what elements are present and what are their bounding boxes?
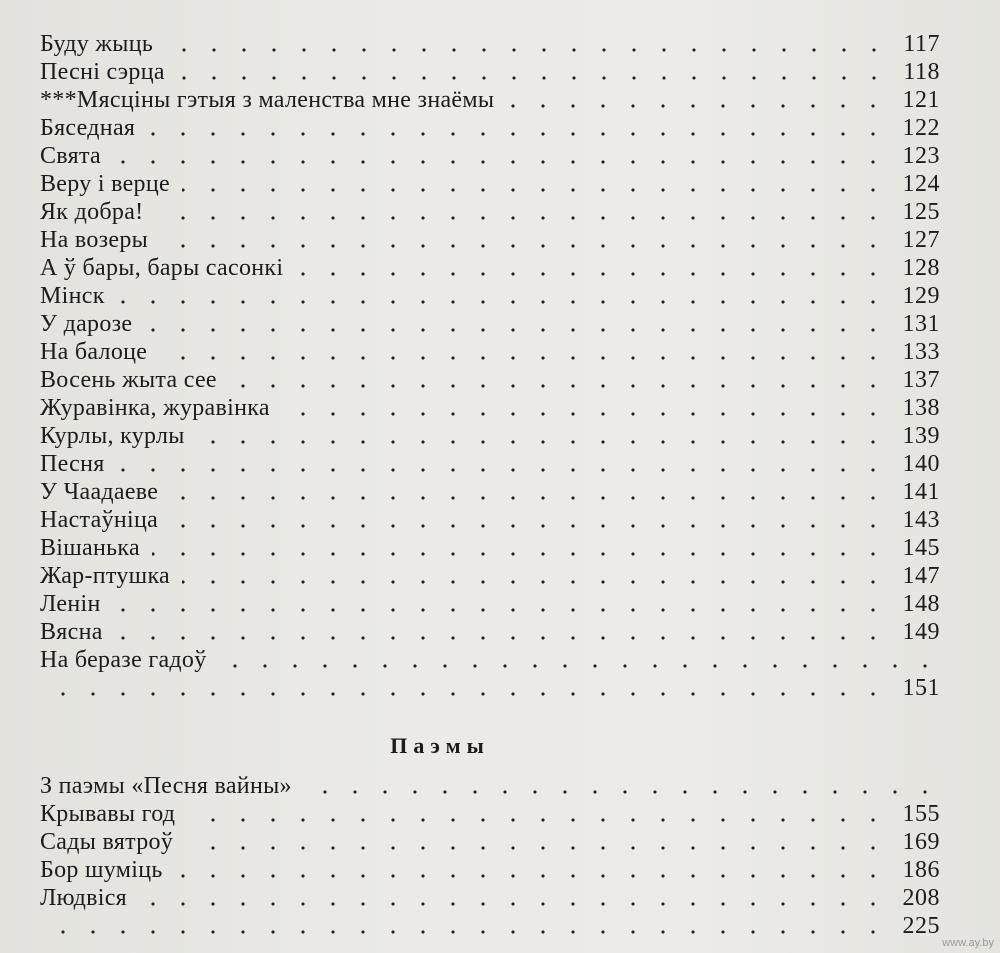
toc-entry — [40, 169, 940, 199]
toc-entry — [40, 421, 940, 451]
toc-entry-title: Жар-птушка — [40, 563, 170, 589]
toc-entry — [40, 799, 940, 829]
toc-entry-page: 151 — [902, 675, 940, 701]
dot-leader — [182, 580, 888, 584]
toc-entry-title: На беразе гадоў — [40, 647, 207, 673]
toc-entry — [40, 505, 940, 535]
toc-entry-title: А ў бары, бары сасонкі — [40, 255, 284, 281]
dot-leader — [117, 300, 888, 304]
dot-leader — [52, 930, 888, 934]
toc-entry — [40, 393, 940, 423]
dot-leader — [197, 440, 888, 444]
toc-entry-page: 186 — [902, 857, 940, 883]
dot-leader — [144, 328, 888, 332]
dot-leader — [175, 874, 888, 878]
toc-entry-page: 143 — [902, 507, 940, 533]
toc-entry-page: 141 — [902, 479, 940, 505]
toc-entry — [40, 477, 940, 507]
toc-entry — [40, 911, 940, 941]
toc-entry-page: 149 — [902, 619, 940, 645]
dot-leader — [152, 552, 888, 556]
dot-leader — [139, 902, 888, 906]
dot-leader — [147, 132, 888, 136]
toc-entry — [40, 617, 940, 647]
toc-entry-title: Настаўніца — [40, 507, 159, 533]
toc-entry — [40, 141, 940, 171]
toc-entry-page: 169 — [902, 829, 940, 855]
dot-leader — [170, 524, 888, 528]
toc-entry-page: 129 — [902, 283, 940, 309]
toc-entry — [40, 309, 940, 339]
toc-entry-title: Вясна — [40, 619, 103, 645]
toc-entry-title: Бяседная — [40, 115, 136, 141]
toc-entry-title: ***Мясціны гэтыя з маленства мне знаёмы — [40, 87, 495, 113]
toc-entry-page: 123 — [902, 143, 940, 169]
dot-leader — [165, 48, 889, 52]
dot-leader — [115, 636, 888, 640]
toc-entry — [40, 449, 940, 479]
toc-entry-title: Ленін — [40, 591, 101, 617]
dot-leader — [155, 216, 888, 220]
dot-leader — [170, 496, 888, 500]
dot-leader — [282, 412, 888, 416]
dot-leader — [52, 692, 888, 696]
toc-entry-page: 131 — [902, 311, 940, 337]
toc-entry — [40, 771, 940, 801]
toc-entry-title: Веру і верце — [40, 171, 170, 197]
dot-leader — [113, 160, 888, 164]
toc-entry-title: З паэмы «Песня вайны» — [40, 773, 292, 799]
toc-entry — [40, 561, 940, 591]
toc-entry — [40, 589, 940, 619]
dot-leader — [295, 272, 888, 276]
dot-leader — [160, 244, 888, 248]
toc-entry-page: 148 — [902, 591, 940, 617]
dot-leader — [219, 664, 940, 668]
toc-entry — [40, 645, 940, 675]
toc-entry-page: 139 — [902, 423, 940, 449]
toc-entry-page: 208 — [902, 885, 940, 911]
toc-entry-page: 117 — [903, 31, 940, 57]
toc-entry-page: 138 — [902, 395, 940, 421]
toc-entry — [40, 113, 940, 143]
toc-entry — [40, 29, 940, 59]
toc-entry-title: Людвіся — [40, 885, 127, 911]
toc-entry-page: 155 — [902, 801, 940, 827]
toc-entry — [40, 827, 940, 857]
toc-entry — [40, 253, 940, 283]
dot-leader — [177, 76, 889, 80]
toc-entry-title: Як добра! — [40, 199, 144, 225]
dot-leader — [113, 608, 888, 612]
toc-entry-page: 124 — [902, 171, 940, 197]
toc-entry — [40, 673, 940, 703]
toc-entry-page: 140 — [902, 451, 940, 477]
toc-entry-title: Буду жыць — [40, 31, 154, 57]
toc-entry-title: Мінск — [40, 283, 105, 309]
toc-entry-title: Журавінка, журавінка — [40, 395, 270, 421]
toc-entry-title: Курлы, курлы — [40, 423, 185, 449]
section-heading: Паэмы — [390, 733, 490, 758]
toc-entry-page: 122 — [902, 115, 940, 141]
toc-entry-page: 121 — [902, 87, 940, 113]
toc-entry-page: 225 — [902, 913, 940, 939]
dot-leader — [304, 790, 940, 794]
dot-leader — [159, 356, 888, 360]
toc-entry-title: Песня — [40, 451, 105, 477]
toc-entry-page: 125 — [902, 199, 940, 225]
toc-entry — [40, 365, 940, 395]
toc-entry-page: 127 — [902, 227, 940, 253]
toc-entry-title: Бор шуміць — [40, 857, 163, 883]
toc-entry-title: Крывавы год — [40, 801, 176, 827]
toc-entry-title: У дарозе — [40, 311, 133, 337]
dot-leader — [187, 818, 888, 822]
toc-entry — [40, 225, 940, 255]
dot-leader — [506, 104, 888, 108]
toc-entry — [40, 281, 940, 311]
dot-leader — [229, 384, 888, 388]
toc-entry-title: Восень жыта сее — [40, 367, 217, 393]
toc-entry-title: Свята — [40, 143, 101, 169]
toc-entry-page: 118 — [903, 59, 940, 85]
dot-leader — [182, 188, 888, 192]
toc-entry — [40, 855, 940, 885]
dot-leader — [117, 468, 888, 472]
toc-entry — [40, 337, 940, 367]
toc-entry — [40, 197, 940, 227]
toc-entry-page: 128 — [902, 255, 940, 281]
toc-entry — [40, 883, 940, 913]
toc-entry-title: Песні сэрца — [40, 59, 165, 85]
toc-entry-title: На возеры — [40, 227, 149, 253]
toc-entry-page: 133 — [902, 339, 940, 365]
toc-entry — [40, 85, 940, 115]
toc-entry-page: 145 — [902, 535, 940, 561]
toc-entry-title: У Чаадаеве — [40, 479, 159, 505]
toc-entry-page: 147 — [902, 563, 940, 589]
toc-entry-title: Сады вятроў — [40, 829, 174, 855]
toc-entry — [40, 57, 940, 87]
dot-leader — [185, 846, 888, 850]
toc-entry — [40, 533, 940, 563]
toc-entry-title: Вішанька — [40, 535, 140, 561]
toc-entry-page: 137 — [902, 367, 940, 393]
watermark: www.ay.by — [942, 937, 994, 949]
toc-entry-title: На балоце — [40, 339, 148, 365]
